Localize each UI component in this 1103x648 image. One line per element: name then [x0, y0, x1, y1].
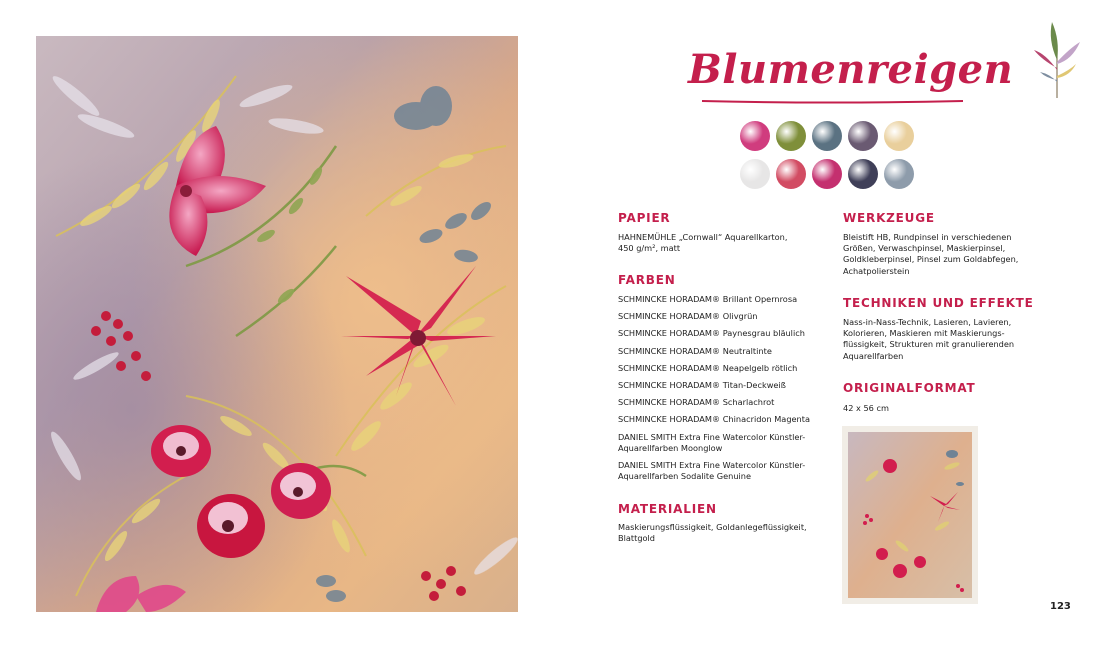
thumbnail-artwork [842, 426, 978, 604]
materialien-line: Maskierungsflüssigkeit, Goldanlegeflüssigkeit, [618, 522, 807, 532]
page-title: Blumenreigen [688, 46, 1014, 93]
list-item: SCHMINCKE HORADAM® Chinacridon Magenta [618, 414, 810, 425]
page-number: 123 [1050, 601, 1071, 612]
techniken-text [843, 317, 1014, 362]
techniken-line: Kolorieren, Maskieren mit Maskierungs- [843, 328, 1005, 339]
original-thumbnail [842, 426, 978, 604]
materialien-text [618, 522, 807, 544]
title-underline [700, 98, 965, 108]
techniken-line: Aquarellfarben [843, 350, 904, 361]
floral-watercolor-painting [36, 36, 518, 612]
list-item: SCHMINCKE HORADAM® Titan-Deckweiß [618, 380, 786, 391]
techniken-line: flüssigkeit, Strukturen mit granulierenden [843, 339, 1015, 350]
werkzeuge-text [843, 232, 1018, 277]
color-swatch [812, 159, 842, 189]
werkzeuge-line: Goldkleberpinsel, Pinsel zum Goldabfegen, [843, 254, 1019, 265]
list-item-line: Aquarellfarben Moonglow [618, 442, 723, 453]
color-swatch [776, 159, 806, 189]
color-swatch [884, 159, 914, 189]
list-item [618, 460, 810, 482]
farben-heading: FARBEN [618, 273, 676, 287]
list-item: SCHMINCKE HORADAM® Scharlachrot [618, 397, 775, 408]
techniken-line: Nass-in-Nass-Technik, Lasieren, Lavieren, [843, 317, 1012, 327]
originalformat-value: 42 x 56 cm [843, 403, 889, 413]
list-item-line: Aquarellfarben Sodalite Genuine [618, 471, 752, 482]
list-item: SCHMINCKE HORADAM® Paynesgrau bläulich [618, 328, 805, 339]
list-item-line: DANIEL SMITH Extra Fine Watercolor Künstler- [618, 431, 806, 442]
originalformat-heading: ORIGINALFORMAT [843, 381, 976, 395]
color-swatch [740, 121, 770, 151]
techniken-heading: TECHNIKEN UND EFFEKTE [843, 296, 1034, 310]
list-item [618, 432, 810, 454]
list-item: SCHMINCKE HORADAM® Brillant Opernrosa [618, 294, 798, 304]
materialien-line: Blattgold [618, 533, 656, 544]
papier-text [618, 232, 787, 254]
materialien-heading: MATERIALIEN [618, 502, 717, 516]
color-swatch [812, 121, 842, 151]
werkzeuge-line: Bleistift HB, Rundpinsel in verschiedenen [843, 232, 1012, 242]
list-item: SCHMINCKE HORADAM® Neapelgelb rötlich [618, 362, 798, 373]
painting-artwork [36, 36, 518, 612]
werkzeuge-line: Größen, Verwaschpinsel, Maskierpinsel, [843, 243, 1006, 254]
color-swatch [740, 159, 770, 189]
color-swatch [884, 121, 914, 151]
papier-line: HAHNEMÜHLE „Cornwall“ Aquarellkarton, [618, 232, 788, 242]
list-item: SCHMINCKE HORADAM® Neutraltinte [618, 345, 772, 356]
werkzeuge-heading: WERKZEUGE [843, 211, 935, 225]
color-swatch [776, 121, 806, 151]
color-swatch [848, 121, 878, 151]
color-swatch [848, 159, 878, 189]
leaf-sprig-icon [1030, 20, 1084, 98]
list-item-line: DANIEL SMITH Extra Fine Watercolor Künstler- [618, 460, 806, 471]
werkzeuge-line: Achatpolierstein [843, 265, 910, 276]
list-item: SCHMINCKE HORADAM® Olivgrün [618, 311, 758, 322]
papier-heading: PAPIER [618, 211, 671, 225]
farben-list [618, 294, 810, 488]
papier-line: 450 g/m², matt [618, 243, 681, 254]
